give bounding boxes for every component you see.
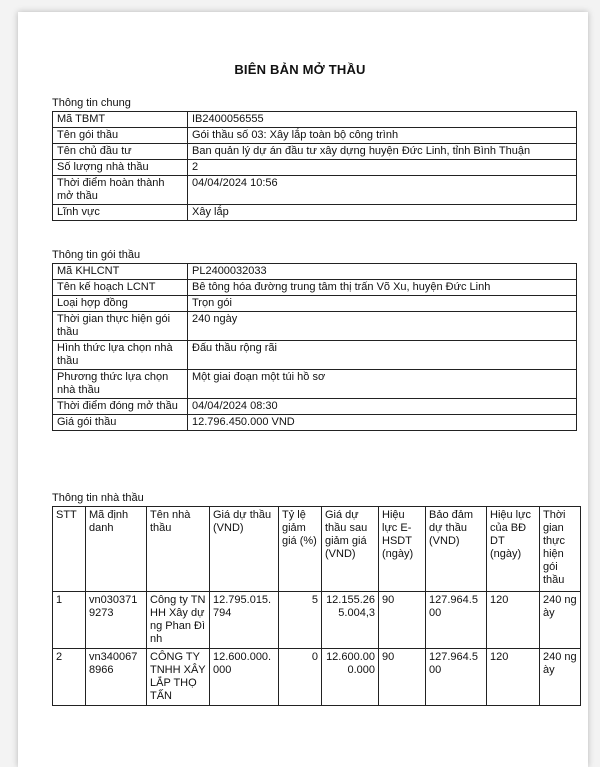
column-header: Thời gian thực hiện gói thầu [540,507,581,592]
column-header: Tên nhà thầu [147,507,210,592]
table-cell: 240 ngày [540,592,581,649]
table-row [53,144,577,160]
field-value: Trọn gói [188,296,577,312]
table-cell: 0 [279,649,322,706]
field-label: Giá gói thầu [53,415,188,431]
column-header: Giá dự thầu (VND) [210,507,279,592]
column-header: STT [53,507,86,592]
table-row [53,264,577,280]
field-value: Một giai đoạn một túi hồ sơ [188,370,577,399]
field-value: 12.796.450.000 VND [188,415,577,431]
package-info-table [52,263,577,431]
field-value: Đấu thầu rộng rãi [188,341,577,370]
field-label: Tên kế hoạch LCNT [53,280,188,296]
table-row [53,176,577,205]
bidder-info-heading: Thông tin nhà thầu [52,492,144,504]
field-label: Lĩnh vực [53,205,188,221]
field-value: Ban quản lý dự án đầu tư xây dựng huyện Đức Linh, tỉnh Bình Thuận [188,144,577,160]
table-cell: 2 [53,649,86,706]
field-value: 240 ngày [188,312,577,341]
bidder-row [53,592,581,649]
field-label: Số lượng nhà thầu [53,160,188,176]
field-value: Xây lắp [188,205,577,221]
column-header: Giá dự thầu sau giảm giá (VND) [322,507,379,592]
field-value: 2 [188,160,577,176]
field-value: Bê tông hóa đường trung tâm thị trấn Võ Xu, huyện Đức Linh [188,280,577,296]
field-label: Mã KHLCNT [53,264,188,280]
table-cell: 12.155.265.004,3 [322,592,379,649]
column-header: Hiệu lực E-HSDT (ngày) [379,507,426,592]
field-label: Phương thức lựa chọn nhà thầu [53,370,188,399]
table-cell: 1 [53,592,86,649]
table-row [53,370,577,399]
table-row [53,341,577,370]
field-label: Tên chủ đầu tư [53,144,188,160]
field-label: Thời gian thực hiện gói thầu [53,312,188,341]
table-cell: 240 ngày [540,649,581,706]
bidder-row [53,649,581,706]
table-cell: 127.964.500 [426,592,487,649]
table-cell: CÔNG TY TNHH XÂY LẮP THỌ TẤN [147,649,210,706]
column-header: Hiệu lực của BĐ DT (ngày) [487,507,540,592]
general-info-table [52,111,577,221]
table-row [53,160,577,176]
column-header: Tỷ lệ giảm giá (%) [279,507,322,592]
field-value: PL2400032033 [188,264,577,280]
field-value: Gói thầu số 03: Xây lắp toàn bộ công trình [188,128,577,144]
table-row [53,296,577,312]
column-header: Bảo đảm dự thầu (VND) [426,507,487,592]
table-row [53,415,577,431]
table-row [53,399,577,415]
table-cell: 12.600.000.000 [210,649,279,706]
table-cell: 90 [379,649,426,706]
field-value: 04/04/2024 10:56 [188,176,577,205]
field-label: Thời điểm đóng mở thầu [53,399,188,415]
table-cell: vn0303719273 [86,592,147,649]
field-value: IB2400056555 [188,112,577,128]
table-cell: 90 [379,592,426,649]
table-row [53,128,577,144]
table-cell: 12.600.000.000 [322,649,379,706]
table-cell: Công ty TNHH Xây dựng Phan Đình [147,592,210,649]
table-cell: 127.964.500 [426,649,487,706]
table-row [53,312,577,341]
field-label: Loại hợp đồng [53,296,188,312]
field-label: Mã TBMT [53,112,188,128]
table-row [53,112,577,128]
table-row [53,280,577,296]
table-cell: 5 [279,592,322,649]
table-cell: 120 [487,649,540,706]
field-label: Tên gói thầu [53,128,188,144]
table-cell: 12.795.015.794 [210,592,279,649]
table-row [53,205,577,221]
package-info-heading: Thông tin gói thầu [52,249,141,261]
field-label: Hình thức lựa chọn nhà thầu [53,341,188,370]
table-cell: 120 [487,592,540,649]
field-value: 04/04/2024 08:30 [188,399,577,415]
table-cell: vn3400678966 [86,649,147,706]
general-info-heading: Thông tin chung [52,97,131,109]
field-label: Thời điểm hoàn thành mở thầu [53,176,188,205]
document-title: BIÊN BẢN MỞ THẦU [234,62,366,77]
column-header: Mã định danh [86,507,147,592]
bidder-info-table [52,506,581,706]
